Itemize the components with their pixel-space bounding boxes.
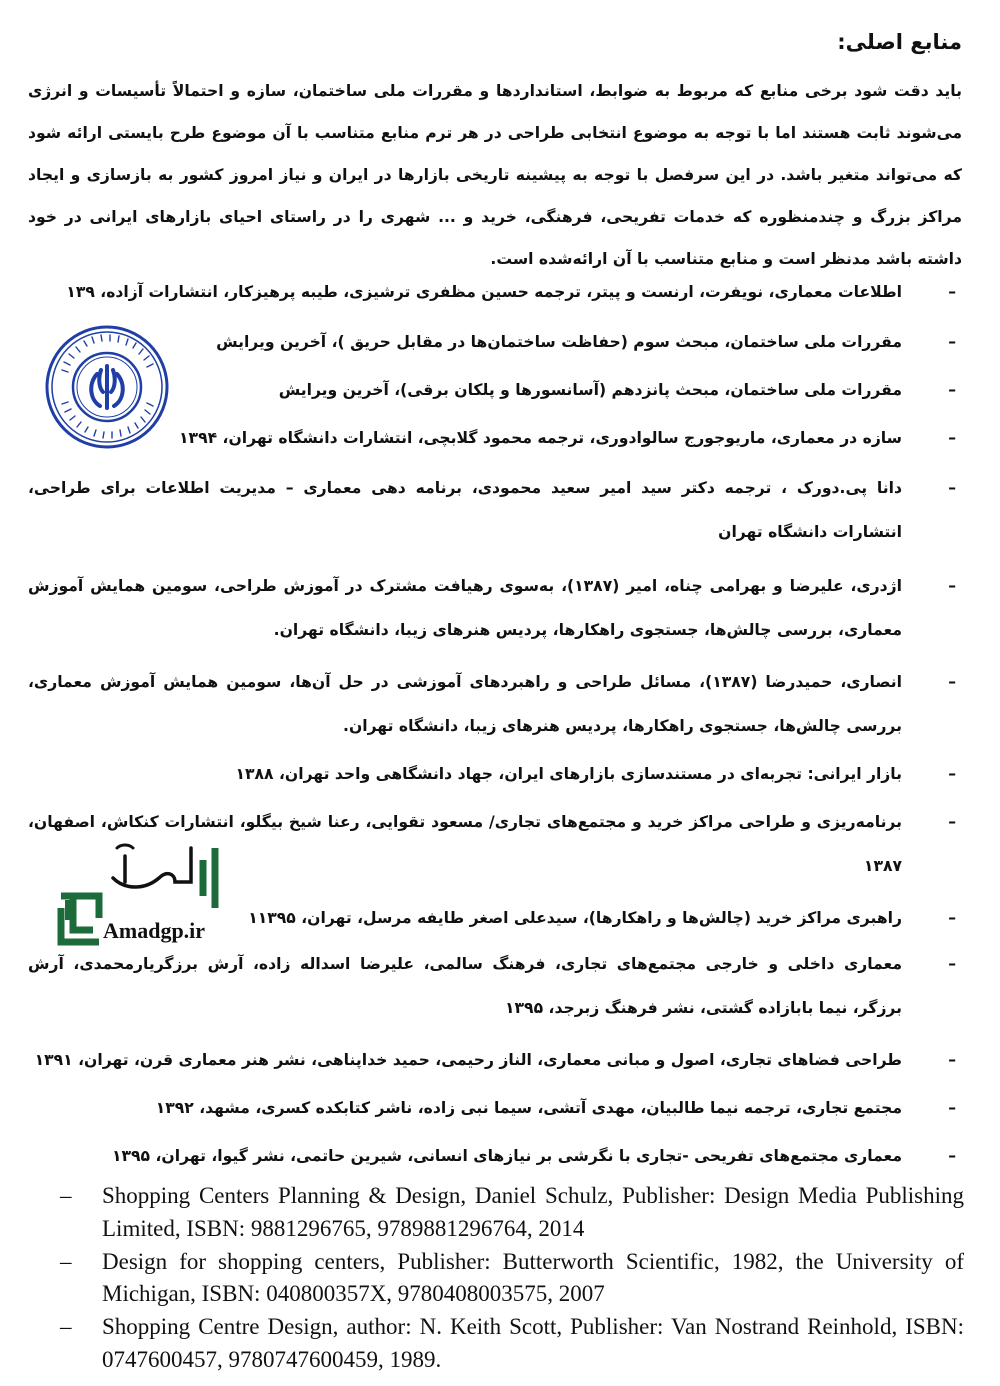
bullet-dash: – bbox=[60, 1248, 72, 1274]
bullet-dash: – bbox=[948, 1051, 956, 1069]
list-item bbox=[28, 660, 962, 748]
official-seal-icon bbox=[42, 322, 172, 452]
bullet-dash: – bbox=[948, 429, 956, 447]
reference-text: طراحی فضاهای تجاری، اصول و مبانی معماری، الناز رحیمی، حمید خداپناهی، نشر هنر معماری قرن، تهران، ۱۳۹۱ bbox=[34, 1051, 902, 1069]
reference-text: مجتمع تجاری، ترجمه نیما طالبیان، مهدی آتشی، سیما نبی زاده، ناشر کتابکده کسری، مشهد، ۱۳۹۲ bbox=[155, 1099, 902, 1117]
reference-text: Design for shopping centers, Publisher: Butterworth Scientific, 1982, the University of Michigan, ISBN: 040800357X, 9780408003575, 2007 bbox=[102, 1248, 964, 1306]
bullet-dash: – bbox=[948, 765, 956, 783]
list-item bbox=[28, 942, 962, 1030]
bullet-dash: – bbox=[948, 283, 956, 301]
list-item bbox=[28, 270, 962, 314]
list-item bbox=[238, 896, 962, 940]
bullet-dash: – bbox=[948, 955, 956, 973]
bullet-dash: – bbox=[948, 1099, 956, 1117]
reference-text: معماری داخلی و خارجی مجتمع‌های تجاری، فرهنگ سالمی، علیرضا اسداله زاده، آرش برزگریارمحمدی، آرش برزگر، نیما بابازاده گشتی، نشر فرهنگ زبرجد، ۱۳۹۵ bbox=[28, 955, 902, 1017]
watermark-text: Amadgp.ir bbox=[103, 918, 206, 943]
list-item bbox=[58, 1180, 964, 1245]
reference-text: اطلاعات معماری، نویفرت، ارنست و پیتر، ترجمه حسین مظفری ترشیزی، طیبه پرهیزکار، انتشارات آزاده، ۱۳۹ bbox=[66, 283, 902, 301]
reference-text: مقررات ملی ساختمان، مبحث پانزدهم (آسانسورها و پلکان برقی)، آخرین ویرایش bbox=[278, 381, 902, 399]
reference-text: Shopping Centre Design, author: N. Keith Scott, Publisher: Van Nostrand Reinhold, ISBN: 0747600457, 9780747600459, 1989. bbox=[102, 1314, 964, 1372]
bullet-dash: – bbox=[60, 1314, 72, 1339]
reference-text: سازه در معماری، ماریوجورج سالوادوری، ترجمه محمود گلابچی، انتشارات دانشگاه تهران، ۱۳۹۴ bbox=[179, 429, 902, 447]
bullet-dash: – bbox=[948, 673, 956, 691]
bullet-dash: – bbox=[948, 813, 956, 831]
list-item bbox=[28, 1086, 962, 1130]
bullet-dash: – bbox=[948, 909, 956, 927]
section-title: منابع اصلی: bbox=[837, 30, 962, 54]
reference-text: بازار ایرانی: تجربه‌ای در مستندسازی بازارهای ایران، جهاد دانشگاهی واحد تهران، ۱۳۸۸ bbox=[235, 765, 902, 783]
bullet-dash: – bbox=[948, 479, 956, 497]
list-item bbox=[28, 1134, 962, 1178]
english-references-list bbox=[58, 1180, 964, 1377]
bullet-dash: – bbox=[60, 1183, 72, 1208]
list-item bbox=[58, 1246, 964, 1311]
list-item bbox=[28, 1038, 962, 1082]
bullet-dash: – bbox=[948, 1147, 956, 1165]
reference-text: Shopping Centers Planning & Design, Daniel Schulz, Publisher: Design Media Publishing Limited, ISBN: 9881296765, 9789881296764, 2014 bbox=[102, 1183, 964, 1241]
intro-paragraph: باید دقت شود برخی منابع که مربوط به ضوابط، استانداردها و مقررات ملی ساختمان، سازه و احتمالاً تأسیسات و انرژی می‌شوند ثابت هستند اما با توجه به موضوع انتخابی طراحی در هر ترم منابع متناسب با آن موضوع طرح بایستی ارائه شود که می‌تواند متغیر باشد. در این سرفصل با توجه به پیشینه تاریخی بازارها در ایران و نیاز امروز کشور به بازسازی و ایجاد مراکز بزرگ و چندمنظوره که خدمات تفریحی، فرهنگی، خرید و ... شهری را در راستای احیای بازارهای ایرانی در خود داشته باشد مدنظر است و منابع متناسب با آن ارائه‌شده است. bbox=[28, 82, 962, 268]
bullet-dash: – bbox=[948, 333, 956, 351]
bullet-dash: – bbox=[948, 577, 956, 595]
list-item bbox=[58, 1311, 964, 1376]
reference-text: اژدری، علیرضا و بهرامی چناه، امیر (۱۳۸۷)، به‌سوی رهیافت مشترک در آموزش طراحی، سومین همایش آموزش معماری، بررسی چالش‌ها، جستجوی راهکارها، پردیس هنرهای زیبا، دانشگاه تهران. bbox=[28, 577, 902, 639]
reference-text: برنامه‌ریزی و طراحی مراکز خرید و مجتمع‌های تجاری/ مسعود تقوایی، رعنا شیخ بیگلو، انتشارات کنکاش، اصفهان، ۱۳۸۷ bbox=[28, 813, 902, 875]
reference-text: انصاری، حمیدرضا (۱۳۸۷)، مسائل طراحی و راهبردهای آموزشی در حل آن‌ها، سومین همایش آموزش معماری، بررسی چالش‌ها، جستجوی راهکارها، پردیس هنرهای زیبا، دانشگاه تهران. bbox=[28, 673, 902, 735]
reference-text: راهبری مراکز خرید (چالش‌ها و راهکارها)، سیدعلی اصغر طایفه مرسل، تهران، ۱۱۳۹۵ bbox=[248, 909, 902, 927]
reference-text: معماری مجتمع‌های تفریحی -تجاری با نگرشی بر نیازهای انسانی، شیرین حاتمی، نشر گیوا، تهران، ۱۳۹۵ bbox=[112, 1147, 902, 1165]
reference-text: مقررات ملی ساختمان، مبحث سوم (حفاظت ساختمان‌ها در مقابل حریق )، آخرین ویرایش bbox=[216, 333, 902, 351]
list-item bbox=[28, 752, 962, 796]
list-item bbox=[28, 564, 962, 652]
reference-text: دانا پی.دورک ، ترجمه دکتر سید امیر سعید محمودی، برنامه دهی معماری – مدیریت اطلاعات برای طراحی، انتشارات دانشگاه تهران bbox=[28, 479, 902, 541]
bullet-dash: – bbox=[948, 381, 956, 399]
list-item bbox=[28, 466, 962, 554]
